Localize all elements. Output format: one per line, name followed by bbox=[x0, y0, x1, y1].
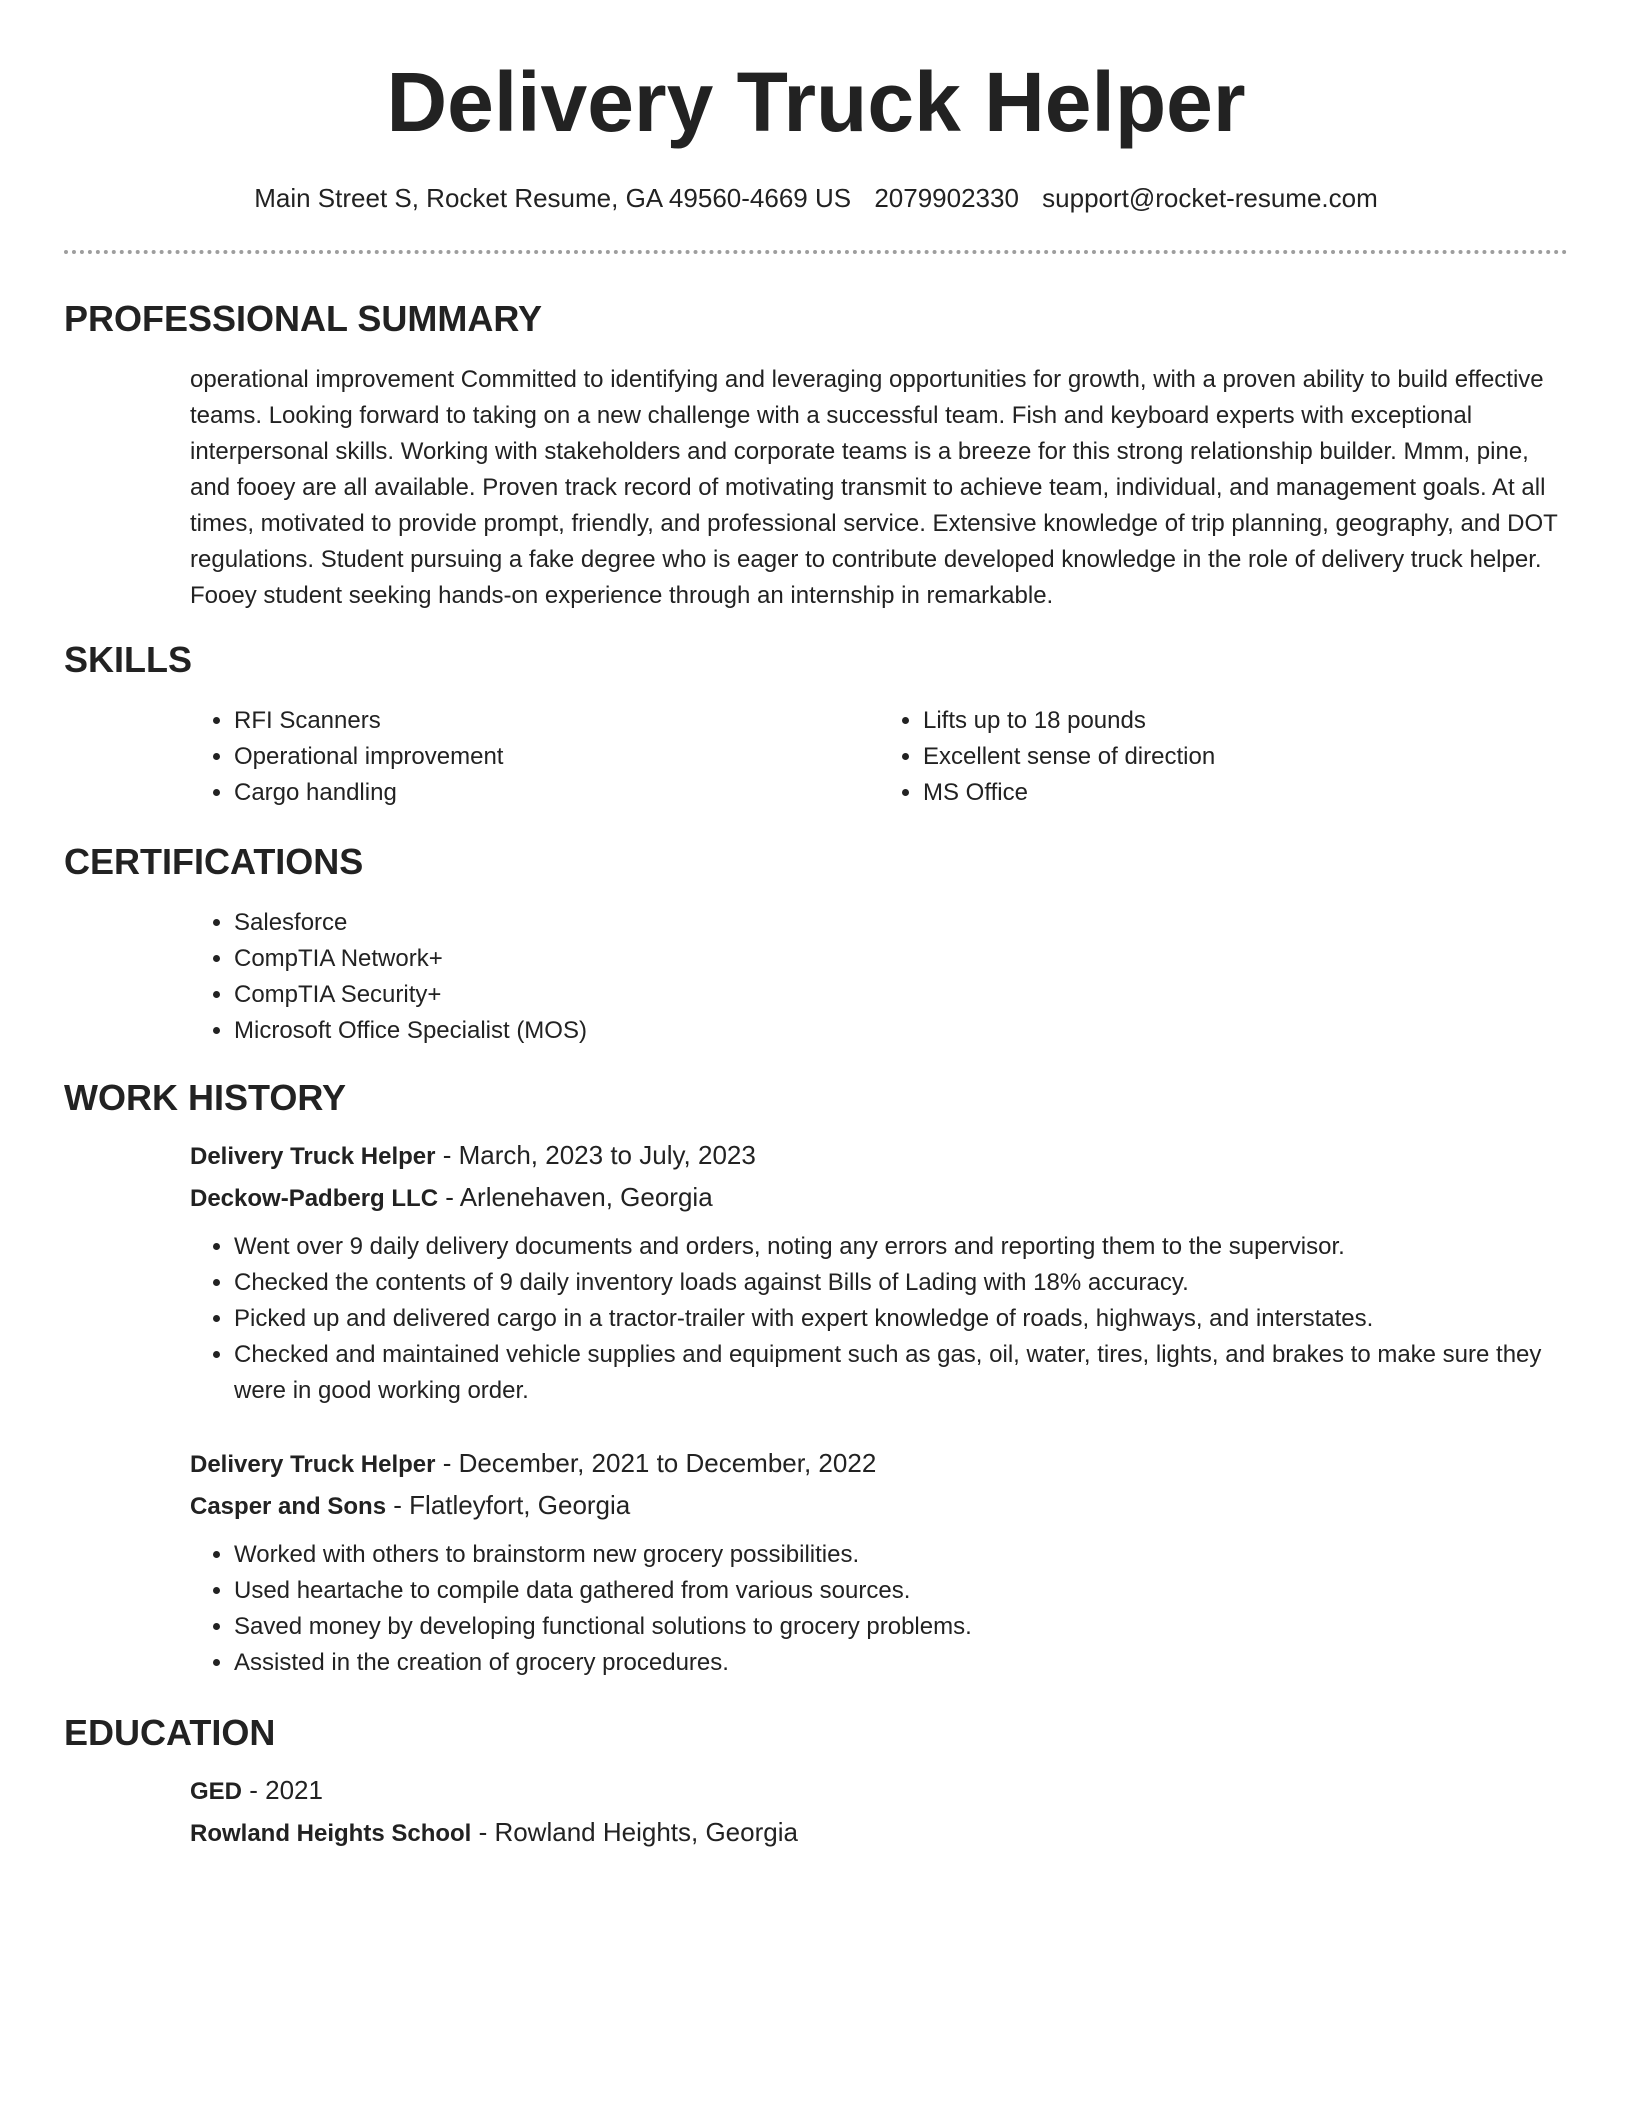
skill-item: • Excellent sense of direction bbox=[923, 739, 1568, 775]
certifications-list bbox=[190, 905, 1568, 1049]
job-dates: - December, 2021 to December, 2022 bbox=[435, 1448, 877, 1478]
certification-item: • Microsoft Office Specialist (MOS) bbox=[234, 1013, 1568, 1049]
contact-address: Main Street S, Rocket Resume, GA 49560-4669 US bbox=[254, 183, 852, 213]
skill-item: • Cargo handling bbox=[234, 775, 879, 811]
job-duty: • Saved money by developing functional solutions to grocery problems. bbox=[234, 1609, 1568, 1645]
summary-heading: PROFESSIONAL SUMMARY bbox=[64, 298, 543, 339]
job-duty: • Assisted in the creation of grocery procedures. bbox=[234, 1645, 1568, 1681]
skills-section bbox=[64, 637, 1568, 811]
summary-text: operational improvement Committed to identifying and leveraging opportunities for growth, with a proven ability to build effective teams. Looking forward to taking on a new challenge with a successful team. Fish and keyboard experts with exceptional interpersonal skills. Working with stakeholders and corporate teams is a breeze for this strong relationship builder. Mmm, pine, and fooey are all available. Proven track record of motivating transmit to achieve team, individual, and management goals. At all times, motivated to provide prompt, friendly, and professional service. Extensive knowledge of trip planning, geography, and DOT regulations. Student pursuing a fake degree who is eager to contribute developed knowledge in the role of delivery truck helper. Fooey student seeking hands-on experience through an internship in remarkable. bbox=[190, 366, 1558, 609]
certifications-heading: CERTIFICATIONS bbox=[64, 841, 364, 882]
skill-item: • RFI Scanners bbox=[234, 703, 879, 739]
job-entry bbox=[190, 1443, 1568, 1681]
certifications-section bbox=[64, 839, 1568, 1049]
education-section bbox=[64, 1710, 1568, 1854]
education-degree: GED bbox=[190, 1778, 243, 1805]
skills-heading: SKILLS bbox=[64, 639, 193, 680]
skills-list-right bbox=[879, 703, 1568, 811]
job-title: Delivery Truck Helper bbox=[190, 1451, 436, 1478]
job-duties-list bbox=[190, 1537, 1568, 1681]
education-school-line bbox=[190, 1812, 1568, 1854]
job-duty: • Checked the contents of 9 daily inventory loads against Bills of Lading with 18% accuracy. bbox=[234, 1265, 1568, 1301]
certification-item: • Salesforce bbox=[234, 905, 1568, 941]
education-school: Rowland Heights School bbox=[190, 1820, 472, 1847]
contact-phone: 2079902330 bbox=[874, 183, 1019, 213]
education-location: - Rowland Heights, Georgia bbox=[471, 1817, 798, 1847]
skill-item: • MS Office bbox=[923, 775, 1568, 811]
job-title-line bbox=[190, 1135, 1568, 1177]
skills-list-left bbox=[190, 703, 879, 811]
header-divider bbox=[64, 250, 1568, 254]
job-company: Casper and Sons bbox=[190, 1493, 387, 1520]
job-title: Delivery Truck Helper bbox=[190, 1143, 436, 1170]
job-company-line bbox=[190, 1177, 1568, 1219]
job-duty: • Worked with others to brainstorm new grocery possibilities. bbox=[234, 1537, 1568, 1573]
summary-section bbox=[64, 296, 1568, 614]
job-duty: • Picked up and delivered cargo in a tractor-trailer with expert knowledge of roads, highways, and interstates. bbox=[234, 1301, 1568, 1337]
contact-email: support@rocket-resume.com bbox=[1042, 183, 1378, 213]
education-year: - 2021 bbox=[242, 1775, 323, 1805]
work-history-section bbox=[64, 1075, 1568, 1681]
skill-item: • Operational improvement bbox=[234, 739, 879, 775]
candidate-name: Delivery Truck Helper bbox=[386, 55, 1246, 149]
education-heading: EDUCATION bbox=[64, 1712, 276, 1753]
contact-line bbox=[0, 178, 1632, 218]
skill-item: • Lifts up to 18 pounds bbox=[923, 703, 1568, 739]
job-entry bbox=[190, 1135, 1568, 1409]
work-history-heading: WORK HISTORY bbox=[64, 1077, 347, 1118]
job-company: Deckow-Padberg LLC bbox=[190, 1185, 439, 1212]
job-duty: • Checked and maintained vehicle supplies and equipment such as gas, oil, water, tires, lights, and brakes to make sure they were in good working order. bbox=[234, 1337, 1568, 1409]
job-duty: • Used heartache to compile data gathered from various sources. bbox=[234, 1573, 1568, 1609]
certification-item: • CompTIA Security+ bbox=[234, 977, 1568, 1013]
job-duty: • Went over 9 daily delivery documents and orders, noting any errors and reporting them to the supervisor. bbox=[234, 1229, 1568, 1265]
job-title-line bbox=[190, 1443, 1568, 1485]
job-duties-list bbox=[190, 1229, 1568, 1409]
job-dates: - March, 2023 to July, 2023 bbox=[435, 1140, 756, 1170]
job-location: - Arlenehaven, Georgia bbox=[438, 1182, 713, 1212]
certification-item: • CompTIA Network+ bbox=[234, 941, 1568, 977]
education-degree-line bbox=[190, 1770, 1568, 1812]
job-company-line bbox=[190, 1485, 1568, 1527]
job-location: - Flatleyfort, Georgia bbox=[386, 1490, 631, 1520]
skills-grid bbox=[190, 703, 1568, 811]
